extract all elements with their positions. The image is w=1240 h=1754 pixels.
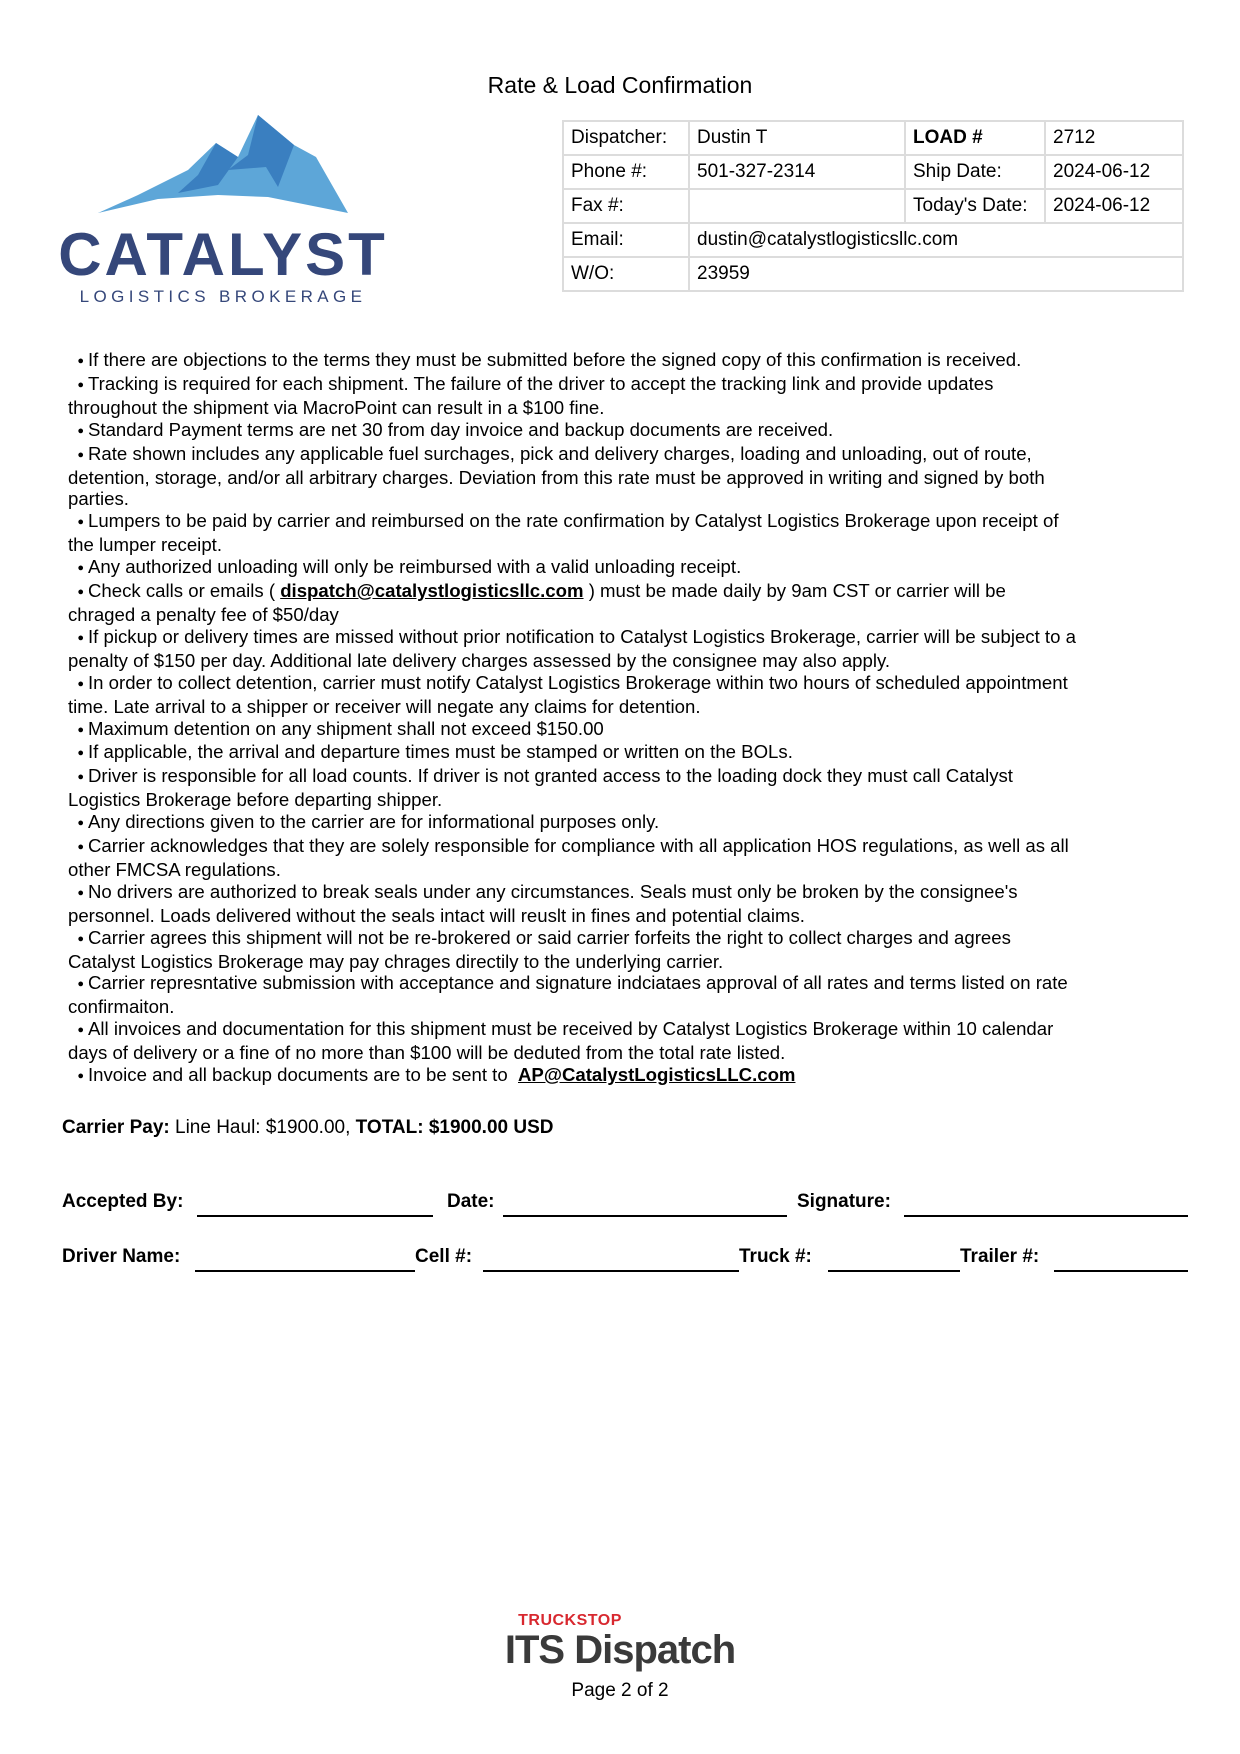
load-info-table [562,120,1184,292]
acceptance-row [62,1191,1182,1217]
date-label: Date: [447,1191,495,1212]
trailer-label: Trailer #: [960,1246,1040,1267]
bullet-icon: ● [77,978,84,991]
fax-value [689,189,905,223]
term-item: ● If there are objections to the terms they must be submitted before the signed copy of this confirmation is received. [68,349,1178,373]
bullet-icon: ● [77,424,84,437]
term-item: ● Lumpers to be paid by carrier and reimbursed on the rate confirmation by Catalyst Logistics Brokerage upon receipt of [68,510,1178,534]
driver-name-line[interactable] [195,1270,415,1272]
cell-label: Cell #: [415,1246,473,1267]
term-item: ● If pickup or delivery times are missed without prior notification to Catalyst Logistics Brokerage, carrier will be subject to a [68,626,1178,650]
logo-name: CATALYST [58,221,388,288]
pay-total: TOTAL: $1900.00 USD [355,1117,554,1138]
phone-label: Phone #: [563,155,689,189]
term-item: ● Carrier represntative submission with acceptance and signature indciataes approval of all rates and terms listed on rate [68,972,1178,996]
truck-label: Truck #: [739,1246,812,1267]
term-item: ● Rate shown includes any applicable fuel surchages, pick and delivery charges, loading and unloading, out of route, [68,443,1178,467]
term-item-continued: confirmaiton. [68,996,175,1018]
bullet-icon: ● [77,723,84,736]
carrier-pay [62,1117,553,1139]
term-item: ● Driver is responsible for all load counts. If driver is not granted access to the loading dock they must call Catalyst [68,765,1178,789]
todays-date-label: Today's Date: [905,189,1045,223]
load-label: LOAD # [905,121,1045,155]
dispatcher-value: Dustin T [689,121,905,155]
bullet-icon: ● [77,355,84,367]
term-item-continued: other FMCSA regulations. [68,858,281,880]
email-value: dustin@catalystlogisticsllc.com [689,223,1183,257]
bullet-icon: ● [77,516,84,529]
todays-date-value: 2024-06-12 [1045,189,1183,223]
term-item: ● Standard Payment terms are net 30 from day invoice and backup documents are received. [68,419,1178,443]
date-line[interactable] [503,1215,787,1217]
accepted-by-label: Accepted By: [62,1191,184,1212]
line-haul: Line Haul: $1900.00, [169,1117,356,1138]
phone-value: 501-327-2314 [689,155,905,189]
trailer-line[interactable] [1054,1270,1188,1272]
logo-subtitle: LOGISTICS BROKERAGE [79,287,367,306]
term-item-continued: Catalyst Logistics Brokerage may pay chrages directily to the underlying carrier. [68,950,724,972]
bullet-icon: ● [77,817,84,830]
bullet-icon: ● [77,771,84,784]
term-item: ● Any directions given to the carrier are for informational purposes only. [68,811,1178,835]
term-item-continued: penalty of $150 per day. Additional late delivery charges assessed by the consignee may also apply. [68,649,891,671]
term-item: ● Invoice and all backup documents are to be sent to AP@CatalystLogisticsLLC.com [68,1064,1178,1088]
bullet-icon: ● [77,378,84,391]
term-item-continued: parties. [68,488,129,510]
signature-label: Signature: [797,1191,891,1212]
load-value: 2712 [1045,121,1183,155]
term-item: ● Check calls or emails ( dispatch@catalystlogisticsllc.com ) must be made daily by 9am CST or carrier will be [68,580,1178,604]
term-item: ● No drivers are authorized to break seals under any circumstances. Seals must only be broken by the consignee's [68,881,1178,905]
terms-list [68,349,1178,1088]
bullet-icon: ● [77,841,84,854]
dispatch-email-link[interactable]: dispatch@catalystlogisticsllc.com [280,580,584,602]
signature-line[interactable] [904,1215,1188,1217]
term-item-continued: the lumper receipt. [68,534,222,556]
term-item: ● Tracking is required for each shipment. The failure of the driver to accept the tracking link and provide updates [68,373,1178,397]
cell-line[interactable] [483,1270,739,1272]
bullet-icon: ● [77,932,84,945]
footer-brand: TRUCKSTOP [518,1612,622,1629]
term-item: ● Carrier agrees this shipment will not be re-brokered or said carrier forfeits the right to collect charges and agrees [68,927,1178,951]
term-item-continued: days of delivery or a fine of no more than $100 will be deduted from the total rate listed. [68,1042,786,1064]
footer-product-logo: ITS Dispatch [504,1628,736,1672]
mountain-icon [98,115,348,215]
term-item-continued: Logistics Brokerage before departing shipper. [68,789,443,811]
term-item: ● Maximum detention on any shipment shall not exceed $150.00 [68,718,1178,742]
email-label: Email: [563,223,689,257]
dispatcher-label: Dispatcher: [563,121,689,155]
ap-email-link[interactable]: AP@CatalystLogisticsLLC.com [518,1064,796,1086]
term-item: ● All invoices and documentation for this shipment must be received by Catalyst Logistics Brokerage within 10 calendar [68,1018,1178,1042]
term-item-continued: throughout the shipment via MacroPoint can result in a $100 fine. [68,396,605,418]
bullet-icon: ● [77,586,84,599]
ship-date-label: Ship Date: [905,155,1045,189]
accepted-by-line[interactable] [197,1215,433,1217]
bullet-icon: ● [77,1024,84,1037]
term-item-continued: time. Late arrival to a shipper or receiver will negate any claims for detention. [68,695,701,717]
term-item-continued: personnel. Loads delivered without the seals intact will reuslt in fines and potential claims. [68,904,805,926]
bullet-icon: ● [77,1070,84,1083]
bullet-icon: ● [77,448,84,461]
bullet-icon: ● [77,886,84,899]
wo-value: 23959 [689,257,1183,291]
bullet-icon: ● [77,631,84,644]
driver-name-label: Driver Name: [62,1246,181,1267]
ship-date-value: 2024-06-12 [1045,155,1183,189]
term-item-continued: detention, storage, and/or all arbitrary charges. Deviation from this rate must be approved in writing and signed by both [68,466,1045,488]
term-item: ● If applicable, the arrival and departure times must be stamped or written on the BOLs. [68,741,1178,765]
term-item: ● Carrier acknowledges that they are solely responsible for compliance with all application HOS regulations, as well as all [68,835,1178,859]
term-item: ● Any authorized unloading will only be reimbursed with a valid unloading receipt. [68,556,1178,580]
truck-line[interactable] [828,1270,960,1272]
term-item-continued: chraged a penalty fee of $50/day [68,603,339,625]
wo-label: W/O: [563,257,689,291]
page-title: Rate & Load Confirmation [487,72,753,98]
fax-label: Fax #: [563,189,689,223]
driver-row [62,1246,1182,1272]
term-item: ● In order to collect detention, carrier must notify Catalyst Logistics Brokerage within two hours of scheduled appointment [68,672,1178,696]
bullet-icon: ● [77,562,84,575]
bullet-icon: ● [77,677,84,690]
company-logo [58,115,388,315]
page-number: Page 2 of 2 [571,1680,669,1701]
carrier-pay-label: Carrier Pay: [62,1117,170,1138]
bullet-icon: ● [77,747,84,760]
